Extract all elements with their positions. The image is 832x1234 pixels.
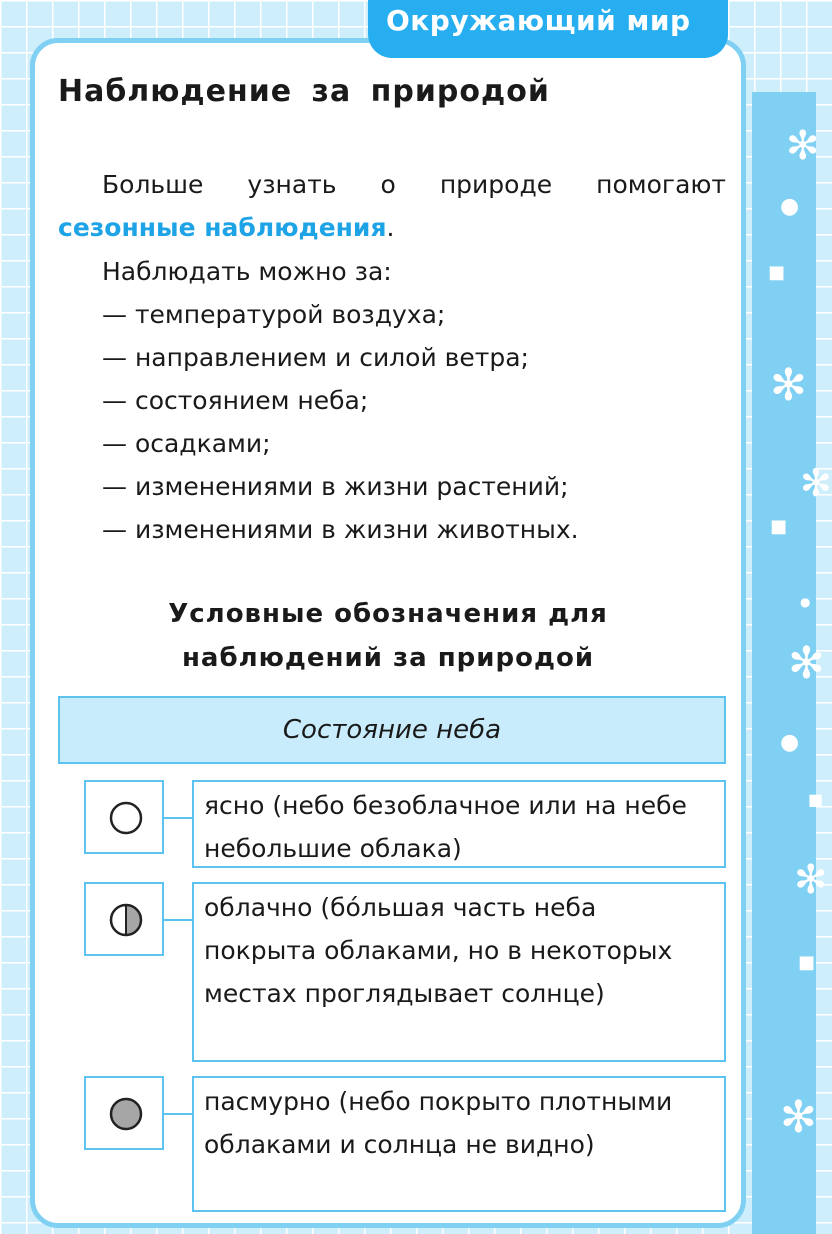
half-filled-circle-icon — [106, 900, 146, 940]
sky-state-description: пасмурно (небо покрыто плотными облаками и солнца не видно) — [192, 1076, 726, 1212]
page-title: Наблюдение за природой — [58, 74, 550, 109]
decorative-side-band — [752, 92, 832, 1234]
snowflake-icon: ✻ — [800, 461, 832, 505]
legend-title-line: Условные обозначения для — [168, 599, 608, 629]
connector-line — [164, 1113, 192, 1115]
legend-row-overcast — [84, 1076, 726, 1212]
dot-icon: ● — [780, 730, 800, 755]
sky-state-header-label: Состояние неба — [282, 715, 502, 745]
sky-state-header — [58, 696, 726, 764]
snowflake-icon: ✻ — [780, 1092, 817, 1143]
observation-lead: Наблюдать можно за: — [102, 257, 392, 286]
list-item: — температурой воздуха; — [102, 300, 446, 329]
intro-text: Больше узнать о природе помогают — [102, 170, 726, 199]
sky-state-description: ясно (небо безоблачное или на небе небольшие облака) — [192, 780, 726, 868]
empty-circle-icon — [106, 798, 146, 838]
connector-line — [164, 817, 192, 819]
dot-icon: ● — [800, 595, 811, 609]
list-item: — состоянием неба; — [102, 386, 369, 415]
subject-tab — [368, 0, 728, 58]
list-item: — осадками; — [102, 429, 271, 458]
intro-highlight: сезонные наблюдения — [58, 213, 387, 242]
snowflake-icon: ✻ — [786, 123, 820, 169]
square-icon: ■ — [770, 516, 788, 537]
sky-state-description: облачно (бóльшая часть неба покрыта облаками, но в некоторых местах проглядывает солнце) — [192, 882, 726, 1062]
subject-label: Окружающий мир — [386, 4, 691, 37]
filled-circle-icon — [106, 1094, 146, 1134]
square-icon: ■ — [808, 790, 824, 809]
square-icon: ■ — [798, 952, 816, 973]
observation-list — [102, 250, 742, 551]
snowflake-icon: ✻ — [788, 638, 825, 689]
legend-title-line: наблюдений за природой — [181, 643, 595, 673]
symbol-box — [84, 882, 164, 956]
legend-row-clear — [84, 780, 726, 870]
legend-section-title — [60, 592, 716, 680]
dot-icon: ● — [780, 194, 800, 219]
symbol-box — [84, 780, 164, 854]
square-icon: ■ — [768, 262, 786, 283]
snowflake-icon: ✻ — [770, 360, 807, 411]
legend-row-cloudy — [84, 882, 726, 1062]
list-item: — изменениями в жизни растений; — [102, 472, 569, 501]
snowflake-icon: ✻ — [794, 857, 828, 903]
connector-line — [164, 919, 192, 921]
list-item: — изменениями в жизни животных. — [102, 515, 579, 544]
intro-period: . — [386, 213, 395, 242]
intro-paragraph — [58, 163, 726, 249]
symbol-box — [84, 1076, 164, 1150]
list-item: — направлением и силой ветра; — [102, 343, 529, 372]
